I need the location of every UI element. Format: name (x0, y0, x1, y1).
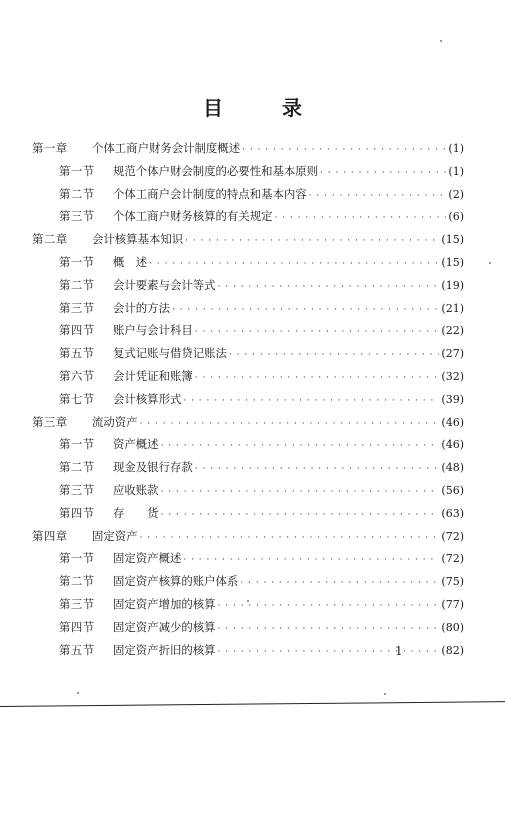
toc-entry-title: 固定资产概述 (113, 551, 182, 566)
toc-entry-number: 第三节 (59, 596, 95, 611)
toc-leader-dots (149, 253, 439, 276)
toc-entry-page: (27) (441, 347, 464, 361)
scan-speck (440, 40, 442, 42)
scan-speck (247, 600, 249, 602)
bottom-rule (0, 701, 505, 707)
toc-section-row (32, 251, 464, 274)
toc-entry-page: (1) (448, 142, 464, 155)
toc-entry-title: 账户与会计科目 (113, 323, 193, 338)
toc-section-row (32, 183, 464, 206)
toc-entry-number: 第三节 (59, 300, 95, 315)
toc-entry-title: 会计要素与会计等式 (113, 277, 216, 292)
toc-section-row (32, 616, 464, 639)
toc-entry-number: 第一节 (59, 254, 95, 269)
toc-leader-dots (183, 390, 439, 413)
toc-entry-number: 第二章 (32, 232, 68, 247)
toc-entry-title: 现金及银行存款 (113, 460, 193, 475)
toc-section-row (32, 547, 464, 570)
toc-chapter-row (32, 411, 464, 434)
toc-leader-dots (140, 413, 440, 436)
toc-leader-dots (183, 549, 439, 572)
toc-section-row (32, 342, 464, 365)
toc-entry-title: 个体工商户财务会计制度概述 (92, 141, 241, 155)
toc-entry-page: (39) (441, 392, 464, 406)
toc-entry-page: (6) (448, 210, 464, 224)
toc-section-row (32, 365, 464, 388)
toc-chapter-row (32, 525, 464, 548)
page-number: 1 (395, 644, 403, 658)
toc-leader-dots (195, 321, 440, 344)
toc-leader-dots (195, 367, 440, 390)
toc-entry-title: 固定资产增加的核算 (113, 596, 216, 611)
toc-entry-title: 固定资产 (92, 528, 138, 543)
table-of-contents (32, 137, 464, 661)
toc-leader-dots (309, 185, 447, 208)
toc-entry-page: (46) (441, 438, 464, 452)
toc-entry-page: (21) (441, 301, 464, 315)
toc-leader-dots (242, 139, 446, 162)
toc-entry-title: 规范个体户财会制度的必要性和基本原则 (113, 163, 319, 178)
toc-entry-number: 第四节 (59, 619, 95, 634)
toc-leader-dots (218, 618, 440, 641)
toc-leader-dots (140, 527, 440, 550)
toc-entry-number: 第二节 (59, 460, 95, 475)
toc-entry-title: 会计核算形式 (113, 391, 182, 406)
toc-entry-number: 第五节 (59, 642, 95, 657)
toc-entry-page: (82) (441, 643, 464, 657)
toc-entry-number: 第三章 (32, 414, 68, 429)
toc-entry-title: 应收账款 (113, 482, 159, 497)
toc-entry-number: 第三节 (59, 209, 95, 224)
toc-entry-number: 第二节 (59, 574, 95, 589)
toc-entry-page: (1) (448, 164, 464, 178)
toc-section-row (32, 274, 464, 297)
toc-section-row (32, 502, 464, 525)
toc-entry-title: 个体工商户会计制度的特点和基本内容 (113, 186, 307, 201)
toc-section-row (32, 456, 464, 479)
toc-leader-dots (161, 481, 440, 504)
toc-section-row (32, 570, 464, 593)
toc-entry-title: 个体工商户财务核算的有关规定 (113, 209, 273, 224)
toc-entry-number: 第四节 (59, 323, 95, 338)
scan-speck (77, 692, 79, 694)
toc-entry-page: (80) (441, 620, 464, 634)
toc-section-row (32, 160, 464, 183)
toc-entry-page: (56) (441, 483, 464, 497)
toc-entry-page: (22) (441, 324, 464, 338)
toc-leader-dots (320, 162, 446, 185)
toc-entry-number: 第七节 (59, 391, 95, 406)
toc-section-row (32, 479, 464, 502)
toc-entry-title: 资产概述 (113, 437, 159, 452)
toc-entry-number: 第一节 (59, 551, 95, 566)
toc-leader-dots (240, 572, 439, 595)
toc-entry-page: (75) (441, 575, 464, 589)
toc-entry-page: (48) (441, 461, 464, 475)
toc-leader-dots (172, 299, 439, 322)
toc-leader-dots (218, 595, 440, 618)
toc-title: 目 录 (203, 96, 328, 120)
toc-entry-title: 固定资产核算的账户体系 (113, 574, 239, 589)
toc-section-row (32, 205, 464, 228)
toc-entry-number: 第四节 (59, 505, 95, 520)
toc-entry-page: (72) (441, 552, 464, 566)
toc-leader-dots (274, 207, 446, 230)
toc-entry-page: (72) (441, 529, 464, 543)
toc-entry-number: 第一节 (59, 163, 95, 178)
toc-entry-number: 第六节 (59, 368, 95, 383)
toc-section-row (32, 297, 464, 320)
toc-entry-title: 固定资产减少的核算 (113, 619, 216, 634)
toc-leader-dots (185, 230, 439, 253)
toc-entry-page: (19) (441, 278, 464, 292)
toc-chapter-row (32, 228, 464, 251)
toc-leader-dots (218, 276, 440, 299)
toc-entry-number: 第四章 (32, 528, 68, 543)
toc-entry-page: (15) (441, 255, 464, 269)
toc-entry-title: 会计凭证和账簿 (113, 368, 193, 383)
toc-entry-title: 概 述 (113, 254, 148, 269)
toc-entry-title: 固定资产折旧的核算 (113, 642, 216, 657)
toc-section-row (32, 593, 464, 616)
toc-entry-number: 第五节 (59, 346, 95, 361)
toc-entry-title: 存 货 (113, 505, 159, 520)
toc-section-row (32, 319, 464, 342)
toc-entry-number: 第二节 (59, 186, 95, 201)
toc-entry-title: 流动资产 (92, 414, 138, 429)
scan-speck (384, 693, 386, 695)
toc-leader-dots (161, 435, 440, 458)
toc-section-row (32, 388, 464, 411)
toc-leader-dots (218, 641, 440, 664)
toc-entry-title: 会计的方法 (113, 300, 170, 315)
toc-leader-dots (161, 504, 440, 527)
toc-entry-number: 第一章 (32, 141, 68, 155)
toc-entry-page: (77) (441, 597, 464, 611)
toc-entry-page: (15) (441, 233, 464, 247)
toc-leader-dots (195, 458, 440, 481)
toc-entry-number: 第二节 (59, 277, 95, 292)
toc-leader-dots (229, 344, 439, 367)
toc-entry-page: (46) (441, 415, 464, 429)
toc-entry-page: (32) (441, 369, 464, 383)
scan-speck (489, 262, 491, 264)
toc-chapter-row (32, 137, 464, 160)
toc-entry-title: 会计核算基本知识 (92, 232, 184, 247)
toc-entry-page: (63) (441, 506, 464, 520)
toc-entry-number: 第三节 (59, 482, 95, 497)
toc-section-row (32, 433, 464, 456)
toc-entry-number: 第一节 (59, 437, 95, 452)
toc-entry-title: 复式记账与借贷记账法 (113, 346, 227, 361)
toc-entry-page: (2) (448, 187, 464, 201)
